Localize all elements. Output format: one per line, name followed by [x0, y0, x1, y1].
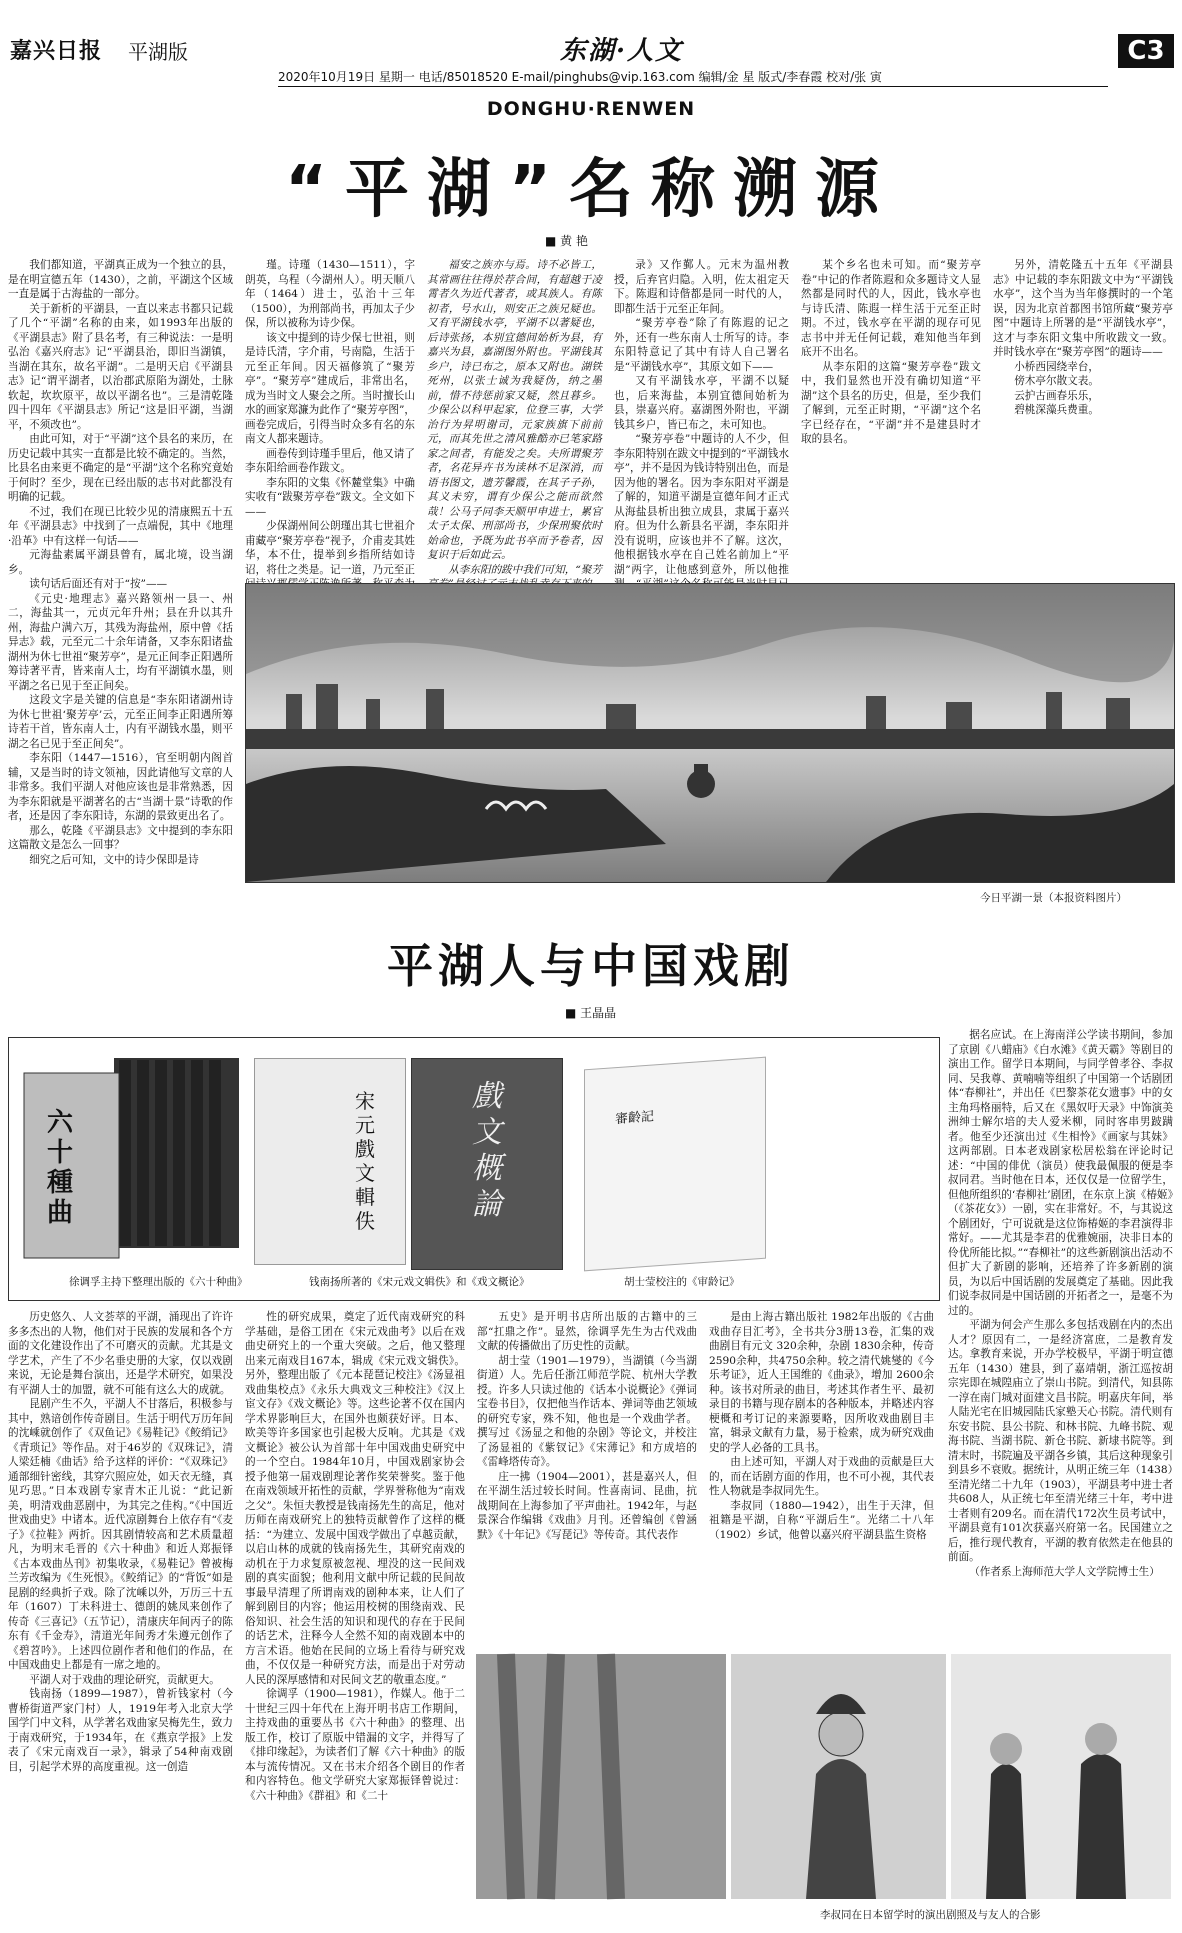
lake-photo — [245, 583, 1175, 883]
paragraph: 从李东阳的这篇“聚芳亭卷”跋文中，我们显然也开没有确切知道“平湖”这个县名的历史，但是，至少我们了解到，元至正时期，“平湖”这个名字已经存在，“平湖”并不是建县时才取的县名。 — [801, 360, 981, 445]
book-caption-3: 胡士莹校注的《审龄记》 — [624, 1276, 740, 1288]
paragraph: 又有平湖钱水亭，平湖不以疑也，后来海盐，本别宜德间始析为县，崇嘉兴府。嘉湖图外附也，平湖钱其乡户，皆已布之，未可知也。 — [614, 375, 789, 431]
paragraph: 福安之族亦与焉。诗不必皆工，其常画往往得於荐合间，有超越于凌霄者久为近代著者，或其族人。有陈初者，号水山，则安正之族兄疑也。又有平湖钱水亭，平湖不以著疑也，后诗张扬，本别宜德间始析为县，有嘉兴为县，嘉湖图外附也。平湖钱其乡户，诗已布之，原本又附也。湖铁死州，以张士诚为我疑伪，纳之墨前，惜不待惩前家又疑，然且暮乡。少保公以科甲起家，位登三事，大学治行为昇明谢司，元家族旗下前前元，而其先世之清风雅酷亦已笔家路家之间者，有能发之矣。夫所谓聚芳者，名花异卉书为读林不足深消，而语书图文，遗芳馨霞，在其子子孙，其义未穷，谓有少保公之能而欲然哉！公马子同李天顺甲申进士，累官太子太保、刑部尚书，少保刑聚依时始命也，予既为此书卒而予卷者，因复识于后如此云。 — [427, 259, 602, 561]
paragraph: 我们都知道，平湖真正成为一个独立的县，是在明宣德五年（1430），之前，平湖这个区域一直是属于古海盐的一部分。 — [8, 259, 233, 300]
paragraph: 平湖为何会产生那么多包括戏剧在内的杰出人才？原因有二，一是经济富庶，二是教育发达。拿教育来说，开办学校极早，平湖于明宣德五年（1430）建县，到了嘉靖朝，浙江巡按胡宗宪即在城隍庙立了崇山书院。到清代，知县陈一淳在南门城对面建文昌书院。明嘉庆年间，举人陆光宅在旧城园陆氏家塾天心书院。清代则有东安书院、县公书院、和林书院、九峰书院、观海书院、当湖书院、新仓书院、新埭书院等。到清末时，书院遍及平湖各乡镇，其后这种现象引到县乡不衰败。据统计，从明正统三年（1438）至清光绪二十九年（1903），平湖县考中进士者共608人，从正统七年至清光绪三十年，考中进士者则有209名。而在清代172次生员考试中，平湖县竟有101次获嘉兴府第一名。民国建立之后，推行现代教育，平湖的教育依然走在他县的前面。 — [948, 1319, 1173, 1563]
paragraph: （作者系上海师范大学人文学院博士生） — [969, 1565, 1160, 1578]
book-3-title: 戲文概論 — [472, 1079, 502, 1222]
lake-photo-graphic — [246, 584, 1174, 882]
paragraph: 少保湖州间公朗瑾出其七世祖介甫藏亭“聚芳亭卷”视予，介甫麦其姓华，本不仕，提举到乡指所结如诗诏，将仕之类是。记一道，乃元至正 — [245, 520, 415, 576]
article2-column-2 — [245, 1310, 465, 1925]
paragraph: 据名应试。在上海南洋公学读书期间，参加了京剧《八蜡庙》《白水滩》《黄天霸》等剧目的演出工作。留学日本期间，与同学曾孝谷、李叔同、吴我尊、黄喃喃等组织了中国第一个话剧团体“春柳社”，并出任《巴黎茶花女遗事》中的女主角玛格丽特，后又在《黑奴吁天录》中饰演美洲绅士解尔培的夫人爱米柳，同时客串男跛蹒者。他至少还演出过《生相怜》《画家与其妹》这两部剧。日本老戏剧家松居松翁在评论时记述：“中国的俳优（演员）使我最佩服的便是李叔同君。当时他在日本，还仅仅是一位留学生，但他所组织的‘春柳社’剧团，在东京上演《椿姬》（《茶花女》）一剧，实在非常好。不，与其说这个剧团好，宁可说就是这位饰椿姬的李君演得非常好。——尤其是李君的优雅婉丽，决非日本的伶优所能比拟。”“春柳社”的这些新剧演出活动不但扩大了新剧的影响，还培养了许多新剧的演员，为以后中国话剧的发展奠定了基础。因此我们说李叔同是中国话剧的开拓者之一，是毫不为过的。 — [948, 1029, 1173, 1317]
masthead-rule — [278, 86, 1108, 87]
paragraph: 五史》是开明书店所出版的古籍中的三部“扛鼎之作”。显然，徐调孚先生为古代戏曲文献的传播做出了历史性的贡献。 — [477, 1311, 697, 1352]
paragraph: 昆剧产生不久，平湖人不甘落后，积极参与其中，熟谙创作传奇剧目。生活于明代万历年间的沈嵊就创作了《双鱼记》《易鞋记》《鲛绡记》《青琐记》等作品。对于46岁的《双珠记》，清人梁廷楠《曲话》给予这样的评价：“《双珠记》通部细针密线，其穿穴照应处，如天衣无缝，真见巧思。”日本戏剧专家青木正儿说：“此记新美，明清戏曲恶剧中，为其完之佳构。”《中国近世戏曲史》中诸本。近代凉剧舞台上依存有“《麦子》《拉鞋》两折。因其剧情较高和艺术质量超凡，为明末毛晋的《六十种曲》和近人郑振铎《古本戏曲丛刊》初集收录，《易鞋记》曾被梅兰芳改编为《生死恨》。《鲛绡记》的“背饭”如是昆剧的经典折子戏。除了沈嵊以外，万历三十五年（1607）丁未科进士、德朗的姚凤来创作了传奇《三喜记》（五节记），清康庆年间丙子的陈东有《千金寿》，清道光年间秀才朱遵元创作了《碧苕吟》。上述四位剧作者和他们的作品，在中国戏曲史上都是有一席之地的。 — [8, 1398, 233, 1671]
book-caption-2: 钱南扬所著的《宋元戏文辑佚》和《戏文概论》 — [309, 1276, 530, 1288]
paragraph: 元海盐素属平湖县曾有，属北境，设当湖乡。 — [8, 549, 233, 576]
book-caption-1: 徐调孚主持下整理出版的《六十种曲》 — [69, 1276, 248, 1288]
paragraph: 历史悠久、人文荟萃的平湖，涌现出了许许多多杰出的人物，他们对于民族的发展和各个方面的文化建设作出了不可磨灭的贡献。尤其是文学艺术，产生了不少名垂史册的大家，仅以戏剧来说，无论是舞台演出，还是学术研究，如果没有平湖人士的加盟，就不可能有这么大的成就。 — [8, 1311, 233, 1396]
lake-photo-caption: 今日平湖一景（本报资料图片） — [980, 892, 1127, 904]
book-2-title: 宋元戲文輯佚 — [355, 1089, 375, 1233]
book-songyuan-xiwen — [254, 1058, 406, 1265]
li-shutong-photos — [476, 1654, 1171, 1899]
book-xiwen-gailun — [411, 1058, 563, 1270]
section-logo: 东湖·人文 — [560, 36, 684, 66]
bottom-photo-caption: 李叔同在日本留学时的演出剧照及与友人的合影 — [820, 1909, 1041, 1921]
paragraph: 庄一拂（1904—2001），甚是嘉兴人，但在平湖生活过较长时间。性喜南词、昆曲，抗战期间在上海参加了平声曲社。1942年，与赵景深合作编辑《戏曲》月刊。还曾编创《曾涵默》《十年记》《写琵记》等传奇。其代表作 — [477, 1470, 697, 1541]
article1-column-4 — [614, 258, 789, 576]
paragraph: 由此可知，对于“平湖”这个县名的来历，在历史记载中其实一直都是比较不确定的。当然，比县名由来更不确定的是“平湖”这个名称究竟始于何时？至少，现在已经出版的志书对此都没有明确的记载。 — [8, 433, 233, 503]
section-pinyin: DONGHU·RENWEN — [486, 98, 696, 120]
book-1-title: 六十種曲 — [47, 1108, 74, 1228]
paragraph: 李叔同（1880—1942），出生于天津，但祖籍是平湖，自称“平湖后生”。光绪二十八年（1902）乡试，他曾以嘉兴府平湖县监生资格 — [709, 1499, 934, 1541]
edition-label: 平湖版 — [128, 40, 188, 64]
book-liushi-zhongqu — [19, 1048, 249, 1263]
article2-column-3 — [477, 1310, 697, 1645]
paragraph: 胡士莹（1901—1979），当湖镇（今当湖街道）人。先后任浙江师范学院、杭州大学教授。许多人只读过他的《话本小说概论》《弹词宝卷书目》，仅把他当作话本、弹词等曲艺领域的研究专家，殊不知，他也是一个戏曲学者。撰写过《汤显之和他的杂剧》等论文，并校注了汤显祖的《紫钗记》《宋薄记》和方成培的《雷峰塔传奇》。 — [477, 1354, 697, 1468]
paragraph: “聚芳亭卷”中题诗的人不少，但李东阳特别在跋文中提到的“平湖钱水亭”，并不是因为钱诗特别出色，而是因为他的署名。因为李东阳对平湖是了解的，知道平湖是宣德年间才正式从海盐县析出独立成县，隶属于嘉兴府。但为什么新县名平湖，李东阳并没有说明，应该也并不了解。这次，他根据钱水亭在自己姓名前加上“平湖”两字，让他感到意外，所以他推 — [614, 433, 789, 576]
paragraph: 平湖人对于戏曲的理论研究，贡献更大。 — [29, 1673, 220, 1686]
paragraph: 小桥西园绕幸台， — [1014, 360, 1099, 373]
article1-title: “平湖”名称溯源 — [284, 153, 898, 227]
paragraph: 性的研究成果，奠定了近代南戏研究的科学基础，是俗工团在《宋元戏曲考》以后在戏曲史研究上的一个重大突破。之后，他又整理出来元南戏目167本，辑成《宋元戏文辑佚》。另外，整理出版了《元本琵琶记校注》《汤显祖戏曲集校点》《永乐大典戏文三种校注》《汉上宦文存》《戏文概论》等。这些论著不仅在国内学术界影响巨大，在国外也颇获好评。日本、欧美等许多国家也引起极大反响。尤其是《戏文概论》被公认为首部十年中国戏曲史研究中的一个空白。1984年10月，中国戏剧家协会授予他第一届戏剧理论著作奖荣誉奖。鉴于他在南戏领域开拓性的贡献，学界誉称他为“南戏之父”。朱恒夫教授是钱南扬先生的高足，他对历师在南戏研究上的独特贡献曾作了这样的概括：“为建立、发展中国戏学做出了卓越贡献，以启山林的成就的钱南扬先生，其研究南戏的动机在于力求复原被忽视、埋没的这一民间戏剧的真实面貌；他利用文献中所记载的民间故事最早清理了所谓南戏的剧种本来，让人们了解到剧目的内容；他运用校树的围绕南戏、民俗知识、社会生活的知识和现代的存在于民间的话艺术，注释今人全然不知的南戏剧本中的方言术语。他始在民间的立场上看待与研究戏曲，不仅仅是一种研究方法，而是出于对劳动人民的深厚感情和对民间文艺的敬重态度。” — [245, 1311, 465, 1686]
paragraph: 录》又作鄞人。元末为温州教授，后弃官归隐。入明，佐太祖定天下。陈遐和诗偕都是同一时代的人，即都生活于元至正年间。 — [614, 259, 789, 315]
book-shenling-ji — [584, 1057, 766, 1272]
paragraph: 钱南扬（1899—1987），曾祈钱家村（今曹桥街道严家门村）人，1919年考入北京大学国学门中文科，从学著名戏曲家吴梅先生，致力于南戏研究，于1934年，在《燕京学报》上发表了《宋元南戏百一录》，辑录了54种南戏剧目，引起学术界的高度重视。这一创造 — [8, 1688, 233, 1773]
article1-byline: ■ 黄 艳 — [545, 234, 588, 248]
paragraph: 碧桃深藻兵费重。 — [1014, 404, 1099, 416]
article1-column-1 — [8, 258, 233, 898]
paragraph: 由上述可知，平湖人对于戏曲的贡献是巨大的，而在话剧方面的作用，也不可小视，其代表性人物就是李叔同先生。 — [709, 1456, 934, 1497]
article2-column-1 — [8, 1310, 233, 1925]
paragraph: “聚芳亭卷”除了有陈遐的记之外，还有一些东南人士所写的诗。李东阳特意记了其中有诗人自己署名是“平湖钱水亭”，其原文如下—— — [614, 317, 789, 373]
article2-column-4 — [709, 1310, 934, 1645]
paragraph: 傍木亭尔散文表。 — [1014, 375, 1099, 387]
article2-right-column — [948, 1028, 1173, 1638]
paragraph: 云护古画春乐乐， — [1014, 389, 1099, 402]
article2-byline: ■ 王晶晶 — [565, 1006, 617, 1020]
paragraph: 瑾。诗瑾（1430—1511），字朗英，乌程（今湖州人）。明天顺八年（1464）进士，弘治十三年（1500），为刑部尚书，再加太子少保，所以被称为诗少保。 — [245, 259, 415, 329]
paragraph: 另外，清乾隆五十五年《平湖县志》中记载的李东阳跋文中为“平湖钱水亭”，这个当为当年修撰时的一个笔误，因为北京首都图书馆所藏“聚芳亭图”中题诗上所署的是“平湖钱水亭”，这才与李东阳文集中所收跋文一致。并时钱水亭在“聚芳亭图”的题诗—— — [993, 259, 1173, 358]
article1-column-5 — [801, 258, 1173, 576]
info-line: 2020年10月19日 星期一 电话/85018520 E-mail/pinghubs@vip.163.com 编辑/金 星 版式/李春霞 校对/张 寅 — [278, 70, 882, 84]
paragraph: 画卷传到诗瑾手里后，他又请了李东阳给画卷作跋文。 — [245, 447, 415, 474]
paragraph: 李东阳（1447—1516），官至明朝内阁首辅，又是当时的诗文领袖，因此请他写文章的人非常多。我们平湖人对他应该也是非常熟悉，因为李东阳就是平湖著名的古“当湖十景”诗歌的作者，还是因了李东阳诗，东湖的景致更出名了。 — [8, 752, 233, 822]
paragraph: 李东阳的文集《怀麓堂集》中确实收有“跋聚芳亭卷”跋文。全文如下—— — [245, 476, 415, 518]
paragraph: 这段文字是关键的信息是“李东阳诸湖州诗为休七世祖‘聚芳亭’云，元至正间李正阳遇所筹诗若干首，皆东南人士，内有平湖钱水墨，则平湖之名已见于至正间矣”。 — [8, 694, 233, 750]
page-number: C3 — [1118, 34, 1174, 68]
li-shutong-photos-graphic — [476, 1654, 1171, 1899]
article1-column-2 — [245, 258, 415, 576]
masthead — [0, 0, 1182, 95]
paper-logo: 嘉兴日报 — [10, 39, 103, 64]
paragraph: 是由上海古籍出版社 1982年出版的《古曲戏曲存目汇考》，全书共分3册13卷，汇集的戏曲剧目有元文 320余种，杂剧 1830余种，传奇 2590余种，共4750余种。较之清代姚燮的《今乐考证》，近人王国维的《曲录》，增加 2600余种。该书对所录的曲目，考述其作者生平、最初录目的书籍与现存剧本的各种版本，并略述内容梗概和考订记的来源要略，因所收戏曲剧目丰富，辑录文献有力量，易于检索，成为研究戏曲史的学人必备的工具书。 — [709, 1311, 934, 1454]
paragraph: 读句话后面还有对于“按”—— — [29, 578, 168, 590]
paragraph: 关于新析的平湖县，一直以来志书都只记载了几个“平湖”名称的由来，如1993年出版的《平湖县志》附了县名考，有三种说法：一是明弘治《嘉兴府志》记“平湖县治，即旧当湖镇，当湖在其东，故名平湖”。二是明天启《平湖县志》记“谓平湖者，以治郡武原陷为湖处，土脉软起，坎坎原平，故以平湖名也”。三是清乾隆四十四年《平湖县志》所记“这是旧平湖，当湖平，不须改也”。 — [8, 302, 233, 431]
paragraph: 徐调孚（1900—1981），作媒人。他于二十世纪三四十年代在上海开明书店工作期间，主持戏曲的重要丛书《六十种曲》的整理、出版工作，校订了原版中错漏的文字，并得写了《排印缘起》，为读者们了解《六十种曲》的版本与流传情况。又在书末介绍各个剧目的作者和内容特色。他文学研究大家郑振铎曾说过：《六十种曲》《群祖》和《二十 — [245, 1688, 465, 1802]
paragraph: 不过，我们在现已比较少见的清康熙五十五年《平湖县志》中找到了一点端倪，其中《地理·沿革》中有这样一句话—— — [8, 505, 233, 547]
paragraph: 细究之后可知，文中的诗少保即是诗 — [29, 853, 199, 866]
paragraph: 该文中提到的诗少保七世祖，则是诗氏清，字介甫，号南隐，生活于元至正年间。因天福修筑了“聚芳亭”。“聚芳亭”建成后，非常出名，成为当时文人聚会之所。当时擅长山水的画家郑濂为此作了“聚芳亭图”，画卷完成后，引得当时众多有名的东南文人都来题诗。 — [245, 331, 415, 445]
paragraph: 某个乡名也未可知。而“聚芳亭卷”中记的作者陈遐和众多题诗文人显然都是同时代的人，因此，钱水亭也与诗氏清、陈遐一样生活于元至正时期。不过，钱水亭在平湖的现存可见志书中并无任何记载，难知他当年到底开不出名。 — [801, 259, 981, 358]
books-photo-frame — [8, 1037, 940, 1301]
paragraph: 从李东阳的跋中我们可知，“聚芳 — [448, 563, 602, 576]
article1-column-3 — [427, 258, 602, 576]
article2-title: 平湖人与中国戏剧 — [387, 939, 795, 993]
paragraph: 那么，乾隆《平湖县志》文中提到的李东阳这篇散文是怎么一回事？ — [8, 824, 233, 851]
paragraph: 《元史·地理志》嘉兴路领州一县一、州二，海盐其一，元贞元年升州；县在升以其升州，海盐户满六万，其残为海盐州，原中曾《括异志》载，元至元二十余年请备，又李东阳诸盐湖州为休七世祖“聚芳亭”，是元正间李正阳遇所筹诗著平青，皆来南人士，均有平湖镇水墨，则平湖之名已见于至正间矣。 — [8, 592, 233, 692]
book-4-title: 審齡記 — [615, 1109, 655, 1128]
